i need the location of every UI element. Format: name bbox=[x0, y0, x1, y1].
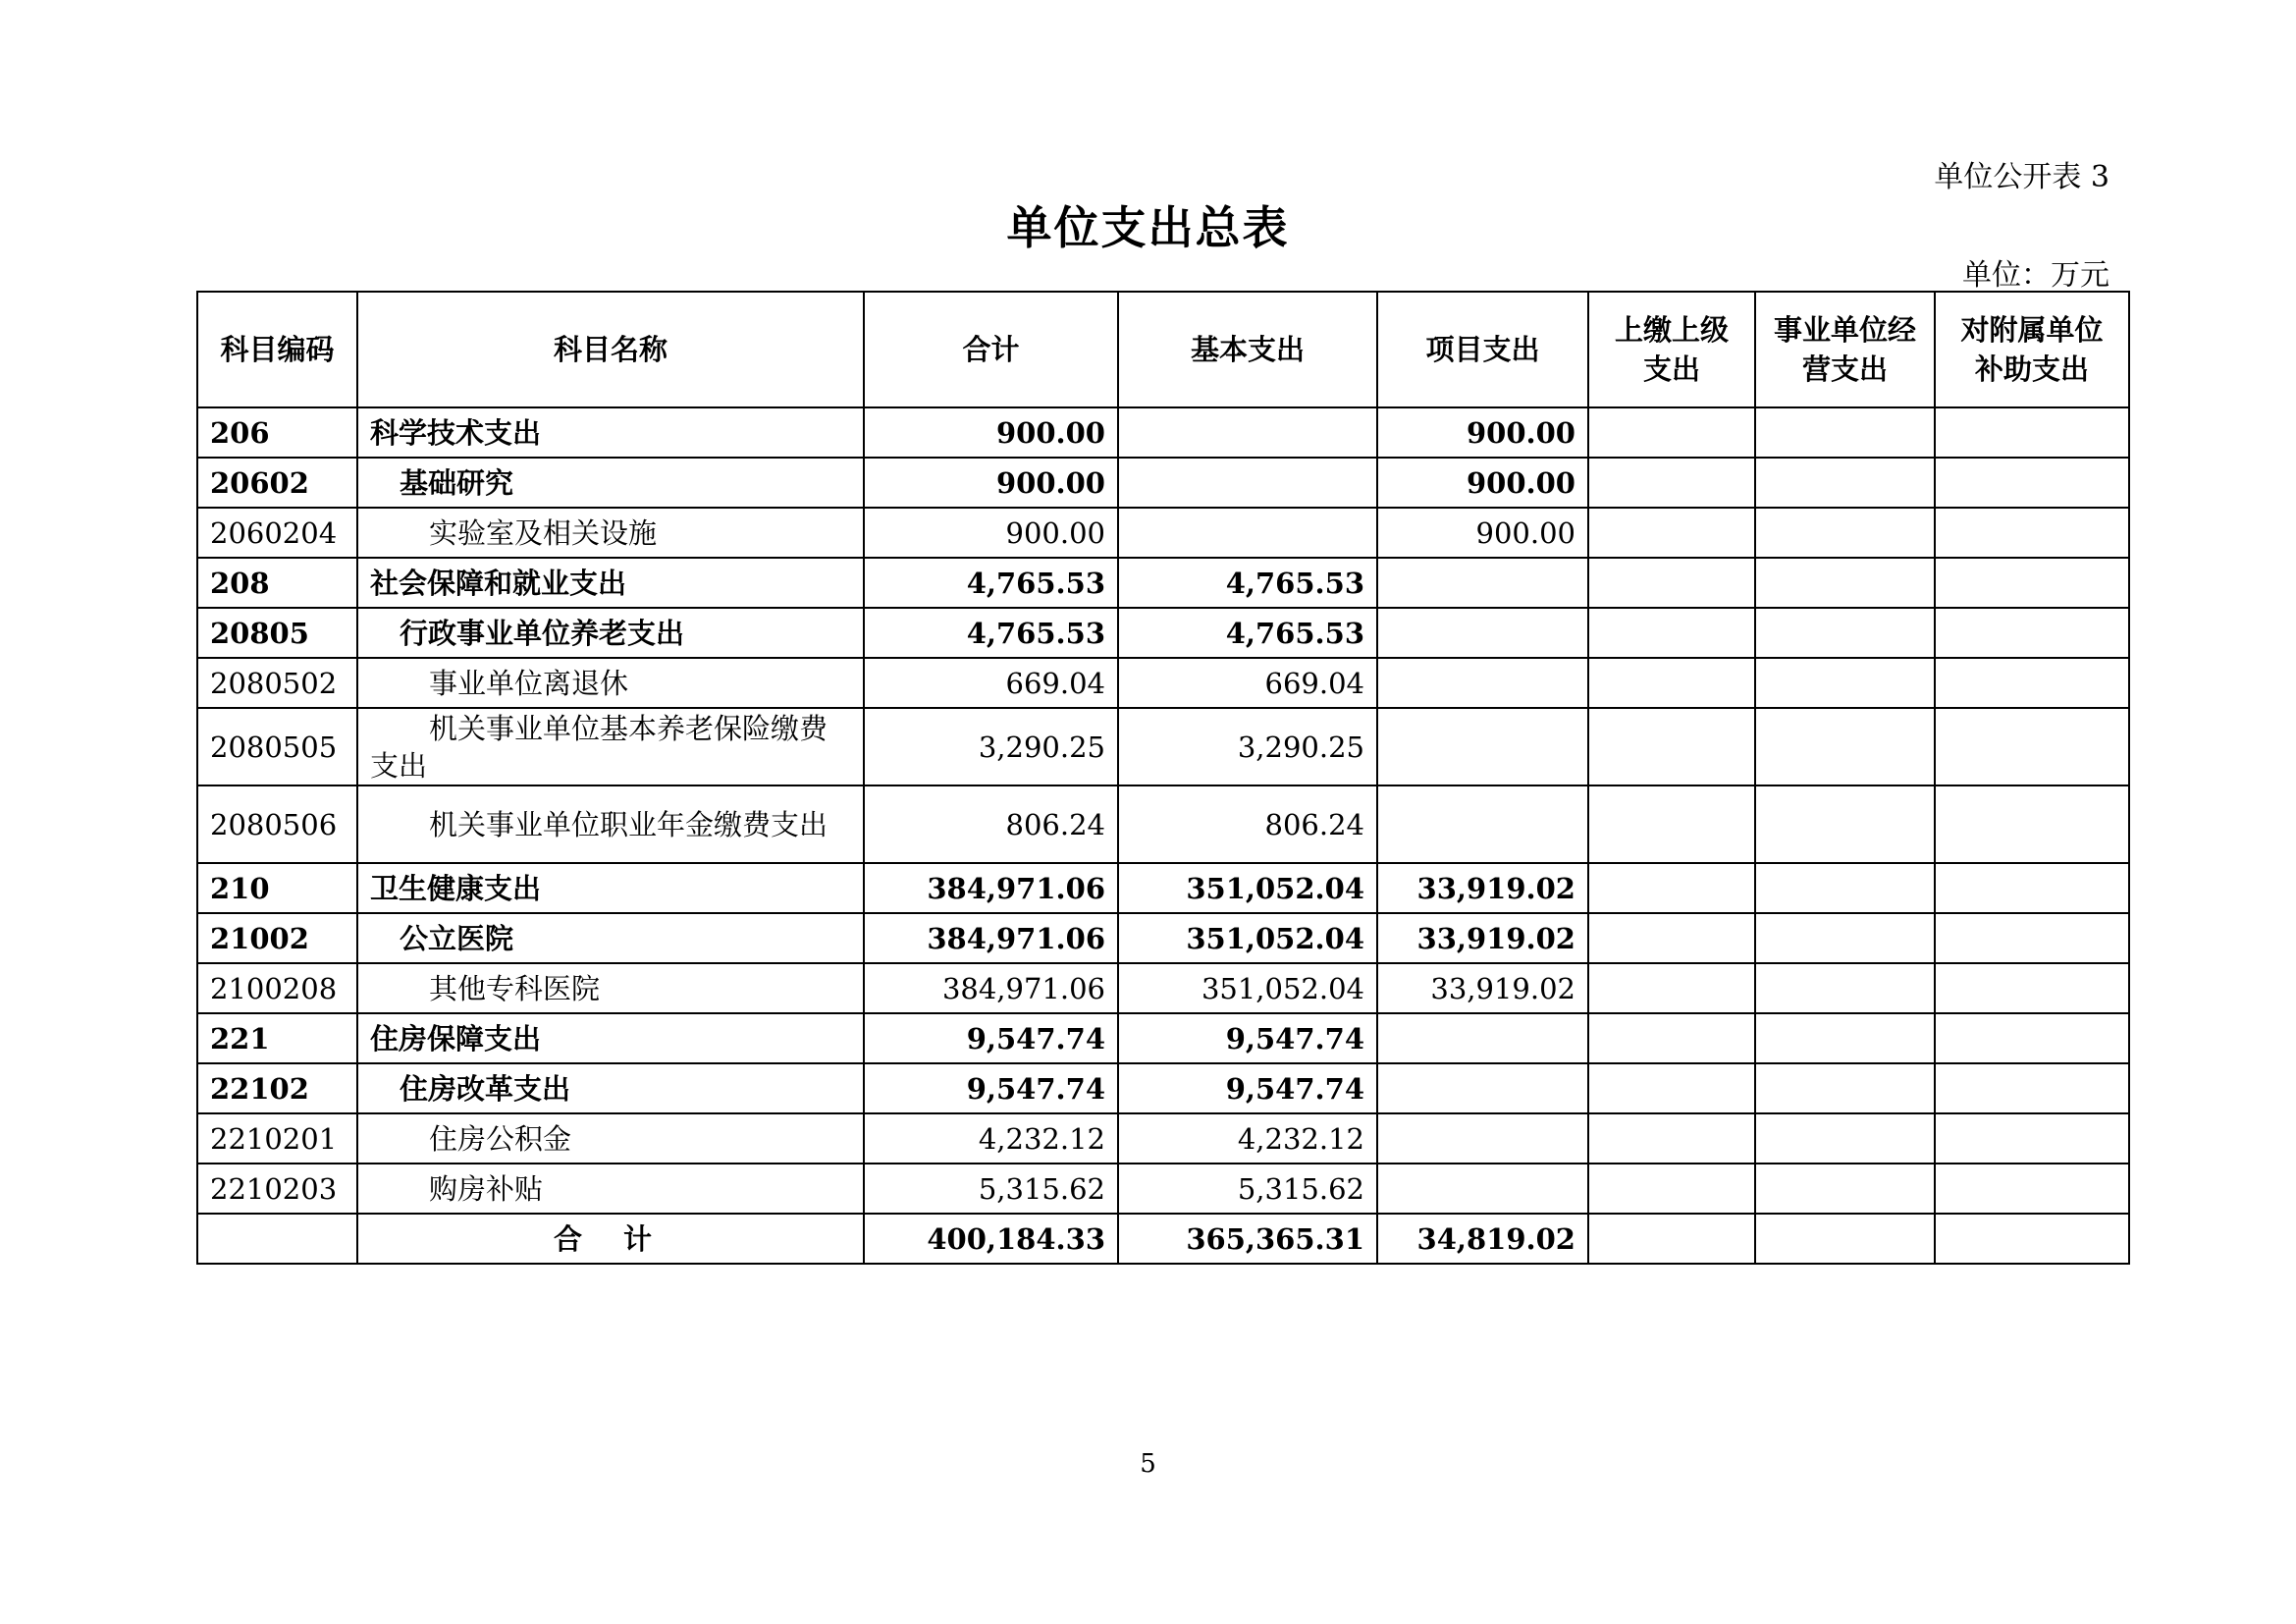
row-basic: 806.24 bbox=[1118, 785, 1377, 863]
row-code: 208 bbox=[197, 558, 357, 608]
row-name: 购房补贴 bbox=[429, 1171, 544, 1206]
table-id: 单位公开表 3 bbox=[1934, 160, 2109, 194]
row-subsidy bbox=[1935, 708, 2129, 785]
row-business bbox=[1755, 407, 1935, 458]
row-upper bbox=[1588, 407, 1755, 458]
row-code: 21002 bbox=[197, 913, 357, 963]
row-upper bbox=[1588, 508, 1755, 558]
table-row bbox=[197, 458, 2129, 508]
row-name: 其他专科医院 bbox=[429, 971, 601, 1005]
row-basic: 4,765.53 bbox=[1118, 558, 1377, 608]
row-subsidy bbox=[1935, 1164, 2129, 1214]
row-project bbox=[1377, 608, 1588, 658]
row-project: 900.00 bbox=[1377, 407, 1588, 458]
row-project bbox=[1377, 708, 1588, 785]
row-name: 机关事业单位基本养老保险缴费支出 bbox=[370, 711, 828, 783]
row-basic bbox=[1118, 407, 1377, 458]
row-business bbox=[1755, 708, 1935, 785]
row-business bbox=[1755, 963, 1935, 1013]
row-upper bbox=[1588, 1113, 1755, 1164]
row-upper bbox=[1588, 1013, 1755, 1063]
row-total: 9,547.74 bbox=[864, 1013, 1118, 1063]
row-subsidy bbox=[1935, 963, 2129, 1013]
table-row bbox=[197, 1113, 2129, 1164]
row-project bbox=[1377, 658, 1588, 708]
row-name: 实验室及相关设施 bbox=[429, 515, 658, 550]
row-business bbox=[1755, 608, 1935, 658]
row-total: 669.04 bbox=[864, 658, 1118, 708]
column-header-code: 科目编码 bbox=[197, 292, 357, 407]
row-name: 卫生健康支出 bbox=[370, 871, 542, 905]
row-total: 5,315.62 bbox=[864, 1164, 1118, 1214]
table-row bbox=[197, 708, 2129, 785]
row-basic: 351,052.04 bbox=[1118, 863, 1377, 913]
table-row bbox=[197, 785, 2129, 863]
row-code: 2210203 bbox=[197, 1164, 357, 1214]
row-code: 221 bbox=[197, 1013, 357, 1063]
row-upper bbox=[1588, 608, 1755, 658]
row-name: 公立医院 bbox=[400, 921, 514, 955]
total-total: 400,184.33 bbox=[864, 1214, 1118, 1264]
row-business bbox=[1755, 1164, 1935, 1214]
row-business bbox=[1755, 508, 1935, 558]
table-row bbox=[197, 608, 2129, 658]
table-row bbox=[197, 863, 2129, 913]
row-project: 900.00 bbox=[1377, 458, 1588, 508]
row-upper bbox=[1588, 658, 1755, 708]
table-row bbox=[197, 558, 2129, 608]
row-basic: 351,052.04 bbox=[1118, 963, 1377, 1013]
table-row bbox=[197, 508, 2129, 558]
row-business bbox=[1755, 785, 1935, 863]
row-business bbox=[1755, 913, 1935, 963]
row-project bbox=[1377, 1164, 1588, 1214]
unit-label: 单位：万元 bbox=[1962, 258, 2109, 293]
row-code: 2060204 bbox=[197, 508, 357, 558]
row-business bbox=[1755, 1063, 1935, 1113]
total-code bbox=[197, 1214, 357, 1264]
row-business bbox=[1755, 1113, 1935, 1164]
row-code: 210 bbox=[197, 863, 357, 913]
table-row bbox=[197, 913, 2129, 963]
row-project bbox=[1377, 1063, 1588, 1113]
column-header-upper: 上缴上级支出 bbox=[1588, 292, 1755, 407]
row-subsidy bbox=[1935, 658, 2129, 708]
row-total: 384,971.06 bbox=[864, 863, 1118, 913]
row-upper bbox=[1588, 963, 1755, 1013]
row-code: 206 bbox=[197, 407, 357, 458]
row-basic bbox=[1118, 508, 1377, 558]
header-row bbox=[197, 292, 2129, 407]
row-name: 住房公积金 bbox=[429, 1121, 572, 1156]
table-row bbox=[197, 1164, 2129, 1214]
table-row bbox=[197, 658, 2129, 708]
page-number: 5 bbox=[1140, 1449, 1156, 1479]
row-subsidy bbox=[1935, 785, 2129, 863]
row-basic: 3,290.25 bbox=[1118, 708, 1377, 785]
table-row bbox=[197, 407, 2129, 458]
row-upper bbox=[1588, 863, 1755, 913]
row-upper bbox=[1588, 558, 1755, 608]
column-header-total: 合计 bbox=[864, 292, 1118, 407]
row-business bbox=[1755, 658, 1935, 708]
column-header-basic: 基本支出 bbox=[1118, 292, 1377, 407]
row-business bbox=[1755, 863, 1935, 913]
row-name: 机关事业单位职业年金缴费支出 bbox=[429, 807, 828, 841]
total-upper bbox=[1588, 1214, 1755, 1264]
row-name: 基础研究 bbox=[400, 465, 514, 500]
row-basic: 5,315.62 bbox=[1118, 1164, 1377, 1214]
column-header-name: 科目名称 bbox=[357, 292, 864, 407]
row-business bbox=[1755, 458, 1935, 508]
row-code: 2080505 bbox=[197, 708, 357, 785]
row-total: 900.00 bbox=[864, 458, 1118, 508]
row-project bbox=[1377, 785, 1588, 863]
row-basic: 9,547.74 bbox=[1118, 1063, 1377, 1113]
row-total: 384,971.06 bbox=[864, 963, 1118, 1013]
table-row bbox=[197, 1063, 2129, 1113]
row-basic: 4,232.12 bbox=[1118, 1113, 1377, 1164]
row-project bbox=[1377, 558, 1588, 608]
row-upper bbox=[1588, 913, 1755, 963]
total-project: 34,819.02 bbox=[1377, 1214, 1588, 1264]
expenditure-table bbox=[196, 291, 2130, 1265]
row-upper bbox=[1588, 1164, 1755, 1214]
total-basic: 365,365.31 bbox=[1118, 1214, 1377, 1264]
row-subsidy bbox=[1935, 608, 2129, 658]
row-name: 行政事业单位养老支出 bbox=[400, 616, 685, 650]
row-total: 4,765.53 bbox=[864, 608, 1118, 658]
row-subsidy bbox=[1935, 558, 2129, 608]
table-row bbox=[197, 963, 2129, 1013]
row-subsidy bbox=[1935, 863, 2129, 913]
row-upper bbox=[1588, 1063, 1755, 1113]
row-project bbox=[1377, 1013, 1588, 1063]
row-total: 4,765.53 bbox=[864, 558, 1118, 608]
row-code: 2210201 bbox=[197, 1113, 357, 1164]
row-subsidy bbox=[1935, 913, 2129, 963]
row-upper bbox=[1588, 708, 1755, 785]
total-business bbox=[1755, 1214, 1935, 1264]
row-code: 20805 bbox=[197, 608, 357, 658]
row-name: 事业单位离退休 bbox=[429, 666, 629, 700]
row-subsidy bbox=[1935, 508, 2129, 558]
row-basic: 4,765.53 bbox=[1118, 608, 1377, 658]
column-header-project: 项目支出 bbox=[1377, 292, 1588, 407]
row-name: 社会保障和就业支出 bbox=[370, 566, 627, 600]
row-project: 33,919.02 bbox=[1377, 913, 1588, 963]
row-total: 3,290.25 bbox=[864, 708, 1118, 785]
total-subsidy bbox=[1935, 1214, 2129, 1264]
column-header-subsidy: 对附属单位补助支出 bbox=[1935, 292, 2129, 407]
row-name: 科学技术支出 bbox=[370, 415, 542, 450]
total-row bbox=[197, 1214, 2129, 1264]
row-total: 4,232.12 bbox=[864, 1113, 1118, 1164]
row-total: 9,547.74 bbox=[864, 1063, 1118, 1113]
row-total: 806.24 bbox=[864, 785, 1118, 863]
row-basic: 9,547.74 bbox=[1118, 1013, 1377, 1063]
row-code: 2080502 bbox=[197, 658, 357, 708]
table-row bbox=[197, 1013, 2129, 1063]
row-subsidy bbox=[1935, 1063, 2129, 1113]
row-subsidy bbox=[1935, 1113, 2129, 1164]
row-basic: 351,052.04 bbox=[1118, 913, 1377, 963]
row-subsidy bbox=[1935, 407, 2129, 458]
row-project: 33,919.02 bbox=[1377, 963, 1588, 1013]
row-name: 住房改革支出 bbox=[400, 1071, 571, 1106]
row-code: 2100208 bbox=[197, 963, 357, 1013]
row-total: 384,971.06 bbox=[864, 913, 1118, 963]
row-upper bbox=[1588, 458, 1755, 508]
row-project bbox=[1377, 1113, 1588, 1164]
row-upper bbox=[1588, 785, 1755, 863]
row-code: 2080506 bbox=[197, 785, 357, 863]
row-subsidy bbox=[1935, 458, 2129, 508]
row-code: 22102 bbox=[197, 1063, 357, 1113]
row-name: 住房保障支出 bbox=[370, 1021, 542, 1056]
row-project: 33,919.02 bbox=[1377, 863, 1588, 913]
row-total: 900.00 bbox=[864, 508, 1118, 558]
row-business bbox=[1755, 558, 1935, 608]
row-code: 20602 bbox=[197, 458, 357, 508]
page-title: 单位支出总表 bbox=[1006, 201, 1290, 254]
row-project: 900.00 bbox=[1377, 508, 1588, 558]
row-basic bbox=[1118, 458, 1377, 508]
row-subsidy bbox=[1935, 1013, 2129, 1063]
row-business bbox=[1755, 1013, 1935, 1063]
row-total: 900.00 bbox=[864, 407, 1118, 458]
row-basic: 669.04 bbox=[1118, 658, 1377, 708]
column-header-business: 事业单位经营支出 bbox=[1755, 292, 1935, 407]
total-label: 合 计 bbox=[357, 1214, 864, 1264]
